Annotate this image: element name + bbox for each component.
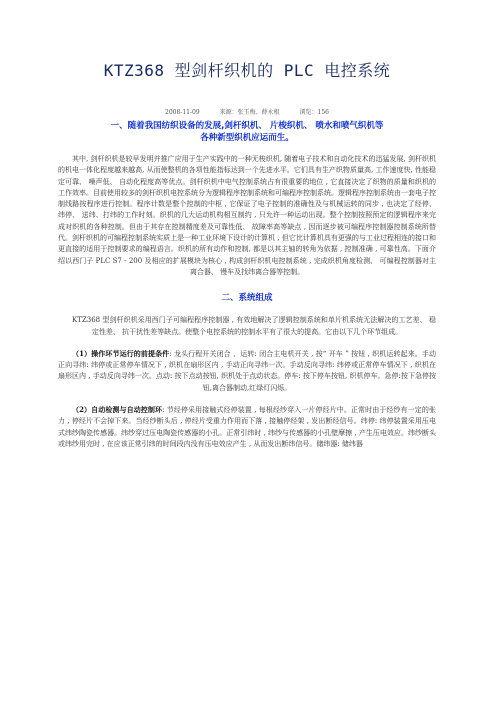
item1-lead: （1）操作环节运行的前提条件 (72, 348, 170, 358)
article-date: 2008-11-09 (165, 109, 200, 116)
section1-paragraph: 其中, 剑杆织机是较早发明并推广应用于生产实践中的一种无梭织机, 随着电子技术和自动化技术的迅猛发展, 剑杆织机的机电一体化程度越来越高, 从而使整机的各项性能指标达到一个先进水平。它们具有生产织物质量高, 工作速度快, 性能稳定可靠、 噪声低、 自动化程度高等优点。剑杆织机中电气控制系统占有很重要的地位 , 它直接决定了织物的质量和织机的工作效率。目前使用较多的剑杆织机电控系统分为逻辑程序控制系统和可编程序控制系统。逻辑程序控制系统由一套电子控制线路按程序进行控制。程序计数是整个控制的中枢 , 它保证了电子控制的准确性及与机械运转的同步 , 也决定了经停、 纬停、 送纬、打纬的工作时刻。织机的几大运动机构相互制约 , 只允许一种运动出现。整个控制按照预定的逻辑程序来完成对织机的各种控制。但由于其存在控制精度差及可靠性低、 故障率高等缺点 , 因而逐步被可编程序控制器控制系统所替代。剑杆织机的可编程控制系统实质上是一种工业环境下设计的计算机 , 但它比计算机具有更强的与工业过程相连的接口和更直接的适用于控制要求的编程语言。织机的所有动作和控制, 都是以其主轴的转角为依据 , 控制准确 , 可靠性高。下面介绍以西门子 PLC S7 - 200 及相应的扩展模块为核心 , 构成剑杆织机电控制系统 , 完成织机角度检测、 可编程控制器对主离合器、 慢车及找纬离合器等控制。 (58, 155, 436, 276)
section1-heading (58, 120, 436, 144)
article-source: 来源：张玉梅、薛永根 (219, 109, 280, 116)
item1-text: : 龙头行程开关闭合 、运转: 闭合主电机开关 , 按“ 开车 ” 按钮 , 织机运转起来。手动正向寻纬: 纬停或正常停车情况下 , 织机在扇形区内 , 手动正向寻纬一次。手动反向寻纬: 纬停或正常停车情况下 , 织机在扇形区内 , 手动反向寻纬一次。点动: 按下点动按钮, 织机处于点动状态。停车: 按下停车按钮, 织机停车。急停:按下急停按钮,离合器制动,红绿灯闪烁。 (58, 349, 437, 392)
article-meta (58, 107, 436, 116)
section1-heading-line1: 一、随着我国纺织设备的发展,剑杆织机、 片梭织机、 喷水和喷气织机等 (110, 121, 384, 131)
item2-lead: （2）自动检测与自动控制环 (72, 405, 163, 415)
section1-heading-line2: 各种新型织机应运而生。 (200, 133, 294, 143)
section2-heading: 二、系统组成 (221, 293, 273, 304)
article-views: 浏览：156 (299, 109, 329, 116)
section2-item2 (58, 404, 436, 450)
article-title: KTZ368 型剑杆织机的 PLC 电控系统 (103, 61, 391, 80)
section2-intro: KTZ368 型剑杆织机采用西门子可编程程序控制器 , 有效地解决了逻辑控制系统和单片机系统无法解决的工艺差、 稳定性差、 抗干扰性差等缺点。使整个电控系统的控制水平有了很大的提高。它由以下几个环节组成。 (72, 316, 436, 336)
item2-text: : 节经停采用接触式经停装置 , 每根经纱穿入一片停经片中。正常时由于经纱有一定的张力 , 停经片不会掉下来。当经纱断头后 , 停经片受重力作用而下落 , 接触停经架 , 发出断经信号。纬停: 纬停装置采用压电式纬纱陶瓷传感器。纬纱穿过压电陶瓷传感器的小孔。正常引纬时 , 纬纱与传感器的小孔壁摩擦 , 产生压电效应。纬纱断头或纬纱用完时 , 在应该正常引纬的时间段内没有压电效应产生 , 从而发出断纬信号。储纬器: 储纬器 (58, 406, 436, 448)
section2-item1 (58, 348, 436, 394)
